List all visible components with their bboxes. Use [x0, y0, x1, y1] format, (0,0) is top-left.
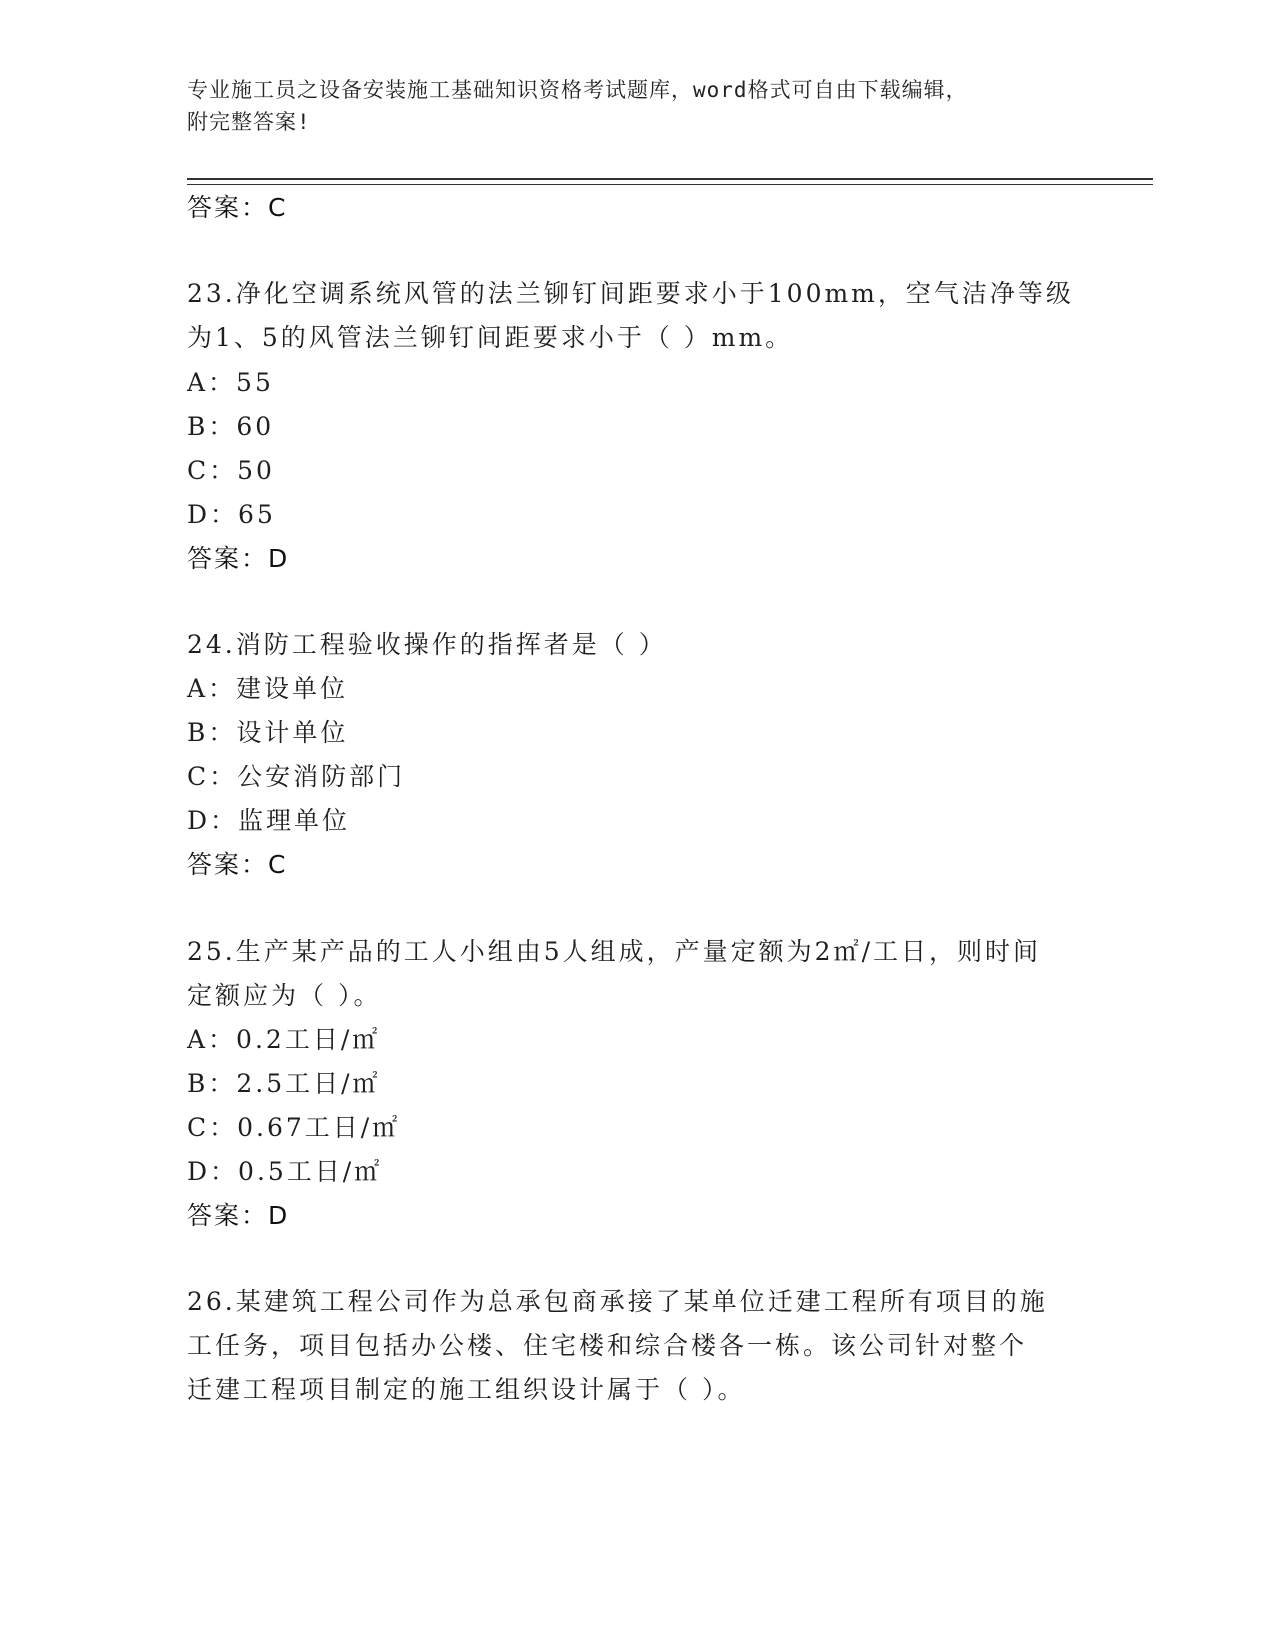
question-25-stem-line-1: 25.生产某产品的工人小组由5人组成，产量定额为2㎡/工日，则时间 [187, 937, 1041, 966]
question-23-option-c: C：50 [187, 456, 275, 485]
question-25-stem-line-2: 定额应为（ ）。 [187, 981, 382, 1010]
header-rule-thick [187, 178, 1153, 180]
question-26-stem-line-1: 26.某建筑工程公司作为总承包商承接了某单位迁建工程所有项目的施 [187, 1287, 1048, 1316]
question-24-option-c: C：公安消防部门 [187, 762, 406, 791]
question-24-option-a: A：建设单位 [187, 674, 349, 703]
question-23-option-d: D：65 [187, 500, 276, 529]
header-rule-thin [187, 184, 1153, 185]
question-24-option-d: D：监理单位 [187, 806, 351, 835]
header-line-1: 专业施工员之设备安装施工基础知识资格考试题库，word格式可自由下载编辑， [187, 78, 968, 102]
question-23-stem-line-2: 为1、5的风管法兰铆钉间距要求小于（ ）mm。 [187, 323, 794, 352]
question-25-answer: 答案：D [187, 1201, 290, 1230]
answer-previous: 答案：C [187, 193, 288, 222]
question-24-answer: 答案：C [187, 850, 288, 879]
question-25-option-d: D：0.5工日/㎡ [187, 1157, 383, 1186]
question-25-option-a: A：0.2工日/㎡ [187, 1025, 381, 1054]
question-23-answer: 答案：D [187, 544, 290, 573]
document-header [187, 74, 1087, 138]
question-24-option-b: B：设计单位 [187, 718, 349, 747]
header-line-2: 附完整答案! [187, 110, 311, 134]
question-23-option-a: A：55 [187, 368, 274, 397]
question-25-option-b: B：2.5工日/㎡ [187, 1069, 381, 1098]
question-23-option-b: B：60 [187, 412, 275, 441]
question-26-stem-line-3: 迁建工程项目制定的施工组织设计属于（ ）。 [187, 1375, 746, 1404]
question-24-stem-line-1: 24.消防工程验收操作的指挥者是（ ） [187, 630, 667, 659]
question-23-stem-line-1: 23.净化空调系统风管的法兰铆钉间距要求小于100mm，空气洁净等级 [187, 279, 1074, 308]
question-25-option-c: C：0.67工日/㎡ [187, 1113, 401, 1142]
question-26-stem-line-2: 工任务，项目包括办公楼、住宅楼和综合楼各一栋。该公司针对整个 [187, 1331, 1028, 1360]
